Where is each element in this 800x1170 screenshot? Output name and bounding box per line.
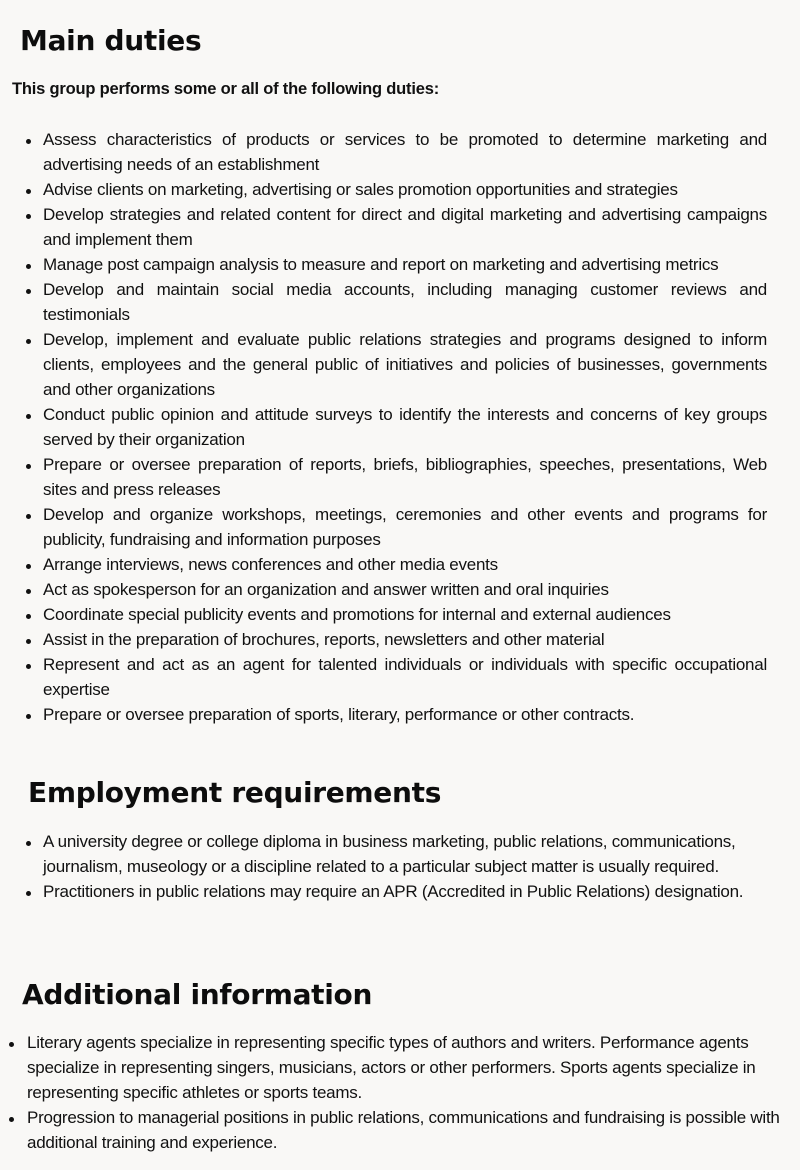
duty-item: Develop strategies and related content for direct and digital marketing and advertising campaigns and implement them xyxy=(43,202,767,252)
additional-information-list xyxy=(27,1030,795,1155)
requirement-item: Practitioners in public relations may require an APR (Accredited in Public Relations) designation. xyxy=(43,879,795,904)
employment-requirements-heading: Employment requirements xyxy=(28,776,442,809)
duty-item: Arrange interviews, news conferences and other media events xyxy=(43,552,767,577)
duty-item: Act as spokesperson for an organization and answer written and oral inquiries xyxy=(43,577,767,602)
employment-requirements-list xyxy=(43,829,795,904)
info-item: Progression to managerial positions in public relations, communications and fundraising is possible with additional training and experience. xyxy=(27,1105,795,1155)
duty-item: Assess characteristics of products or services to be promoted to determine marketing and advertising needs of an establishment xyxy=(43,127,767,177)
duty-item: Manage post campaign analysis to measure and report on marketing and advertising metrics xyxy=(43,252,767,277)
duty-item: Assist in the preparation of brochures, reports, newsletters and other material xyxy=(43,627,767,652)
duty-item: Develop and organize workshops, meetings, ceremonies and other events and programs for publicity, fundraising and information purposes xyxy=(43,502,767,552)
duty-item: Advise clients on marketing, advertising or sales promotion opportunities and strategies xyxy=(43,177,767,202)
duty-item: Conduct public opinion and attitude surveys to identify the interests and concerns of key groups served by their organization xyxy=(43,402,767,452)
main-duties-intro: This group performs some or all of the following duties: xyxy=(12,80,439,98)
main-duties-heading: Main duties xyxy=(20,24,202,57)
duty-item: Coordinate special publicity events and promotions for internal and external audiences xyxy=(43,602,767,627)
duty-item: Prepare or oversee preparation of sports, literary, performance or other contracts. xyxy=(43,702,767,727)
duty-item: Represent and act as an agent for talented individuals or individuals with specific occupational expertise xyxy=(43,652,767,702)
main-duties-list xyxy=(43,127,767,727)
info-item: Literary agents specialize in representing specific types of authors and writers. Performance agents specialize in representing singers, musicians, actors or other performers. Sports agents specialize in representing specific athletes or sports teams. xyxy=(27,1030,795,1105)
duty-item: Prepare or oversee preparation of reports, briefs, bibliographies, speeches, presentations, Web sites and press releases xyxy=(43,452,767,502)
additional-information-heading: Additional information xyxy=(22,978,373,1011)
duty-item: Develop, implement and evaluate public relations strategies and programs designed to inform clients, employees and the general public of initiatives and policies of businesses, governments and other organizations xyxy=(43,327,767,402)
duty-item: Develop and maintain social media accounts, including managing customer reviews and testimonials xyxy=(43,277,767,327)
requirement-item: A university degree or college diploma in business marketing, public relations, communications, journalism, museology or a discipline related to a particular subject matter is usually required. xyxy=(43,829,795,879)
